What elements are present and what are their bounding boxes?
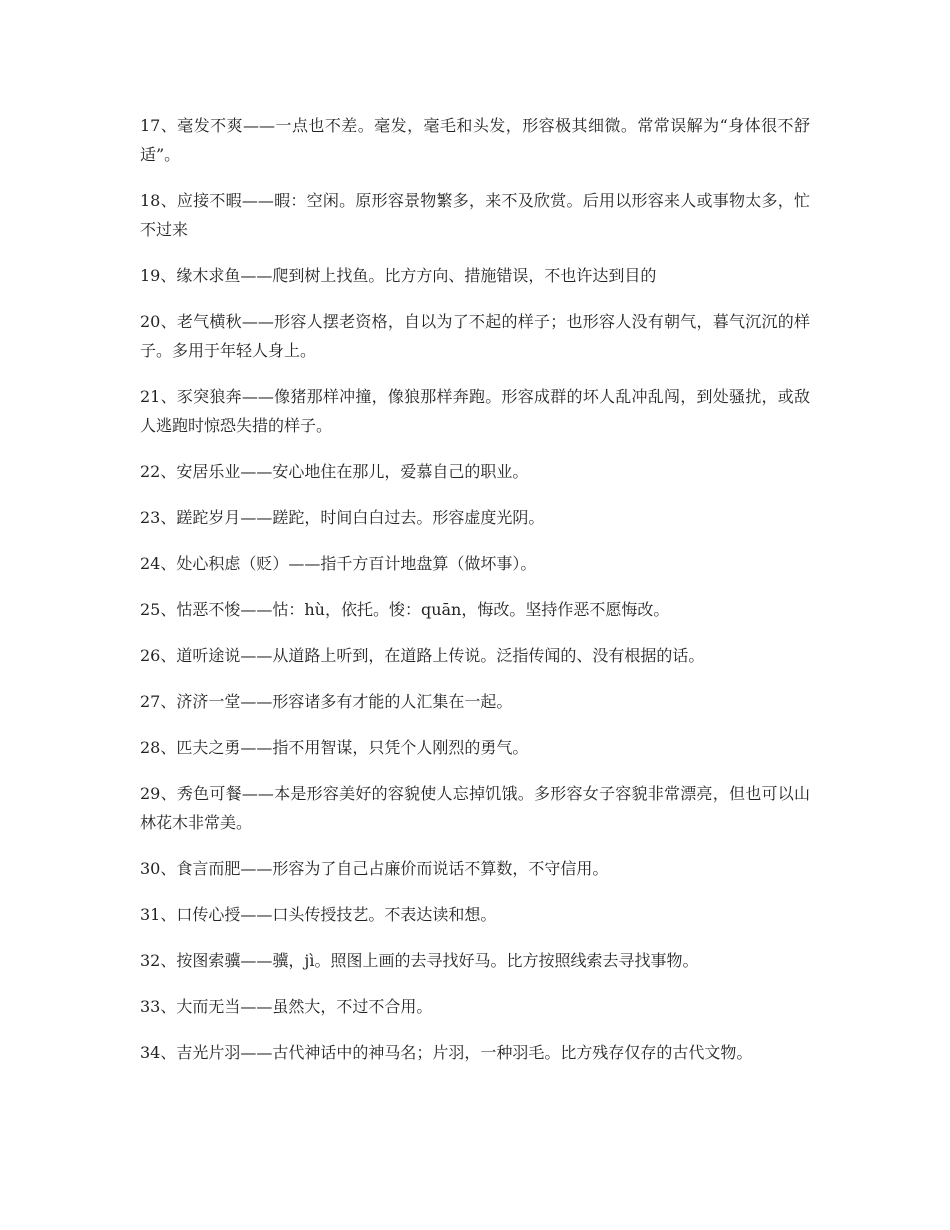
idiom-entry: 24、处心积虑（贬）——指千方百计地盘算（做坏事）。	[140, 554, 537, 573]
idiom-entry: 27、济济一堂——形容诸多有才能的人汇集在一起。	[140, 692, 513, 711]
idiom-entry: 17、毫发不爽——一点也不差。毫发，毫毛和头发，形容极其细微。常常误解为“身体很不舒适”。	[140, 116, 810, 164]
idiom-entry: 30、食言而肥——形容为了自己占廉价而说话不算数，不守信用。	[140, 859, 609, 878]
idiom-entry: 22、安居乐业——安心地住在那儿，爱慕自己的职业。	[140, 462, 529, 481]
idiom-entry: 25、怙恶不悛——怙：hù，依托。悛：quān，悔改。坚持作恶不愿悔改。	[140, 600, 670, 619]
idiom-entry: 28、匹夫之勇——指不用智谋，只凭个人刚烈的勇气。	[140, 738, 529, 757]
idiom-entry: 33、大而无当——虽然大，不过不合用。	[140, 997, 433, 1016]
idiom-entry: 20、老气横秋——形容人摆老资格，自以为了不起的样子；也形容人没有朝气，暮气沉沉的样子。多用于年轻人身上。	[140, 312, 810, 360]
idiom-entry: 26、道听途说——从道路上听到，在道路上传说。泛指传闻的、没有根据的话。	[140, 646, 705, 665]
idiom-entry: 18、应接不暇——暇：空闲。原形容景物繁多，来不及欣赏。后用以形容来人或事物太多，忙不过来	[140, 191, 810, 239]
idiom-entry: 21、豕突狼奔——像猪那样冲撞，像狼那样奔跑。形容成群的坏人乱冲乱闯，到处骚扰，或敌人逃跑时惊恐失措的样子。	[140, 387, 810, 435]
idiom-entry: 19、缘木求鱼——爬到树上找鱼。比方方向、措施错误，不也许达到目的	[140, 266, 657, 285]
idiom-entry: 23、蹉跎岁月——蹉跎，时间白白过去。形容虚度光阴。	[140, 508, 545, 527]
idiom-entry: 29、秀色可餐——本是形容美好的容貌使人忘掉饥饿。多形容女子容貌非常漂亮，但也可以山林花木非常美。	[140, 784, 810, 832]
idiom-entry: 31、口传心授——口头传授技艺。不表达读和想。	[140, 905, 497, 924]
idiom-entry: 34、吉光片羽——古代神话中的神马名；片羽，一种羽毛。比方残存仅存的古代文物。	[140, 1043, 753, 1062]
idiom-entry: 32、按图索骥——骥，jì。照图上画的去寻找好马。比方按照线索去寻找事物。	[140, 951, 699, 970]
idiom-list	[140, 111, 810, 1084]
